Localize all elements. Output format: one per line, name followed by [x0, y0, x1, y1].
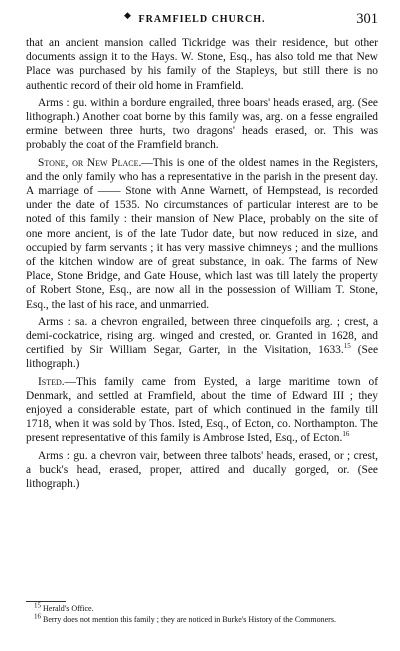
footnote [26, 611, 378, 626]
paragraph-stone [26, 156, 378, 312]
footnote-number: 15 [34, 601, 41, 610]
paragraph-arms-stone-tail: (See lithograph.) [26, 344, 378, 371]
paragraph-arms-stone [26, 315, 378, 372]
printer-mark: ◆ [124, 10, 131, 20]
paragraph-tickridge: that an ancient mansion called Tickridge was their residence, but other documents assign it to the Hays. W. Stone, Esq., has also told me that New Place was purchased by his family of the Stapleys, but still there is no authentic record of their old home in Framfield. [26, 37, 378, 92]
paragraph-arms-hay: Arms : gu. within a bordure engrailed, three boars' heads erased, arg. (See lithograph.) Another coat borne by this family was, arg. on a fesse engrailed ermine between three hurts, two dragons' heads erased, or. This was probably the coat of the Framfield branch. [26, 96, 378, 152]
section-heading-stone: Stone, or New Place. [38, 156, 142, 169]
page-body [26, 36, 378, 494]
footnotes [26, 601, 378, 625]
paragraph-arms-stone-text: Arms : sa. a chevron engrailed, between three cinquefoils arg. ; crest, a demi-cockatrice, rising arg. winged and crested, or. Granted in 1628, and certified by Sir William Segar, Garter, in the Visitation, 1633. [26, 315, 378, 357]
footnote-rule [26, 601, 66, 602]
footnote-number: 16 [34, 611, 41, 620]
footnote-text: Herald's Office. [41, 604, 94, 613]
paragraph-arms-isted: Arms : gu. a chevron vair, between three talbots' heads, erased, or ; crest, a buck's head, erased, proper, attired and ducally gorged, or. (See lithograph.) [26, 449, 378, 491]
page-number: 301 [356, 11, 378, 27]
footnote [26, 601, 378, 615]
paragraph-isted [26, 375, 378, 446]
footnote-ref-15: 15 [343, 342, 351, 351]
section-heading-isted: Isted. [38, 375, 65, 388]
paragraph-stone-text: —This is one of the oldest names in the Registers, and the only family who has a representative in the parish in the present day. A marriage of —— Stone with Anne Warnett, of Hempstead, is recorded under the date of 1535. No circumstances of particular interest are to be noted of this family : their mansion of New Place, probably on the site of one more ancient, is of the late Tudor date, but now reduced in size, and occupied by farm servants ; it has very massive chimneys ; and the mullions of the kitchen window are of great substance, in oak. The farms of New Place, Stone Bridge, and Gate House, which last was till lately the property of Robert Stone, Esq., are now all in the possession of William T. Stone, Esq., the last of his race, and unmarried. [26, 156, 378, 311]
footnote-text: Berry does not mention this family ; they are noticed in Burke's History of the Commoners. [41, 614, 336, 624]
page-header [26, 12, 378, 30]
running-title: FRAMFIELD CHURCH. [138, 14, 266, 25]
footnote-ref-16: 16 [342, 430, 350, 439]
paragraph-isted-text: —This family came from Eysted, a large maritime town of Denmark, and settled at Framfield, about the time of Edward III ; they enjoyed a considerable estate, part of which continued in the family till 1718, when it was sold by Thos. Isted, Esq., of Ecton, co. Northampton. The present representative of this family is Ambrose Isted, Esq., of Ecton. [26, 375, 378, 445]
